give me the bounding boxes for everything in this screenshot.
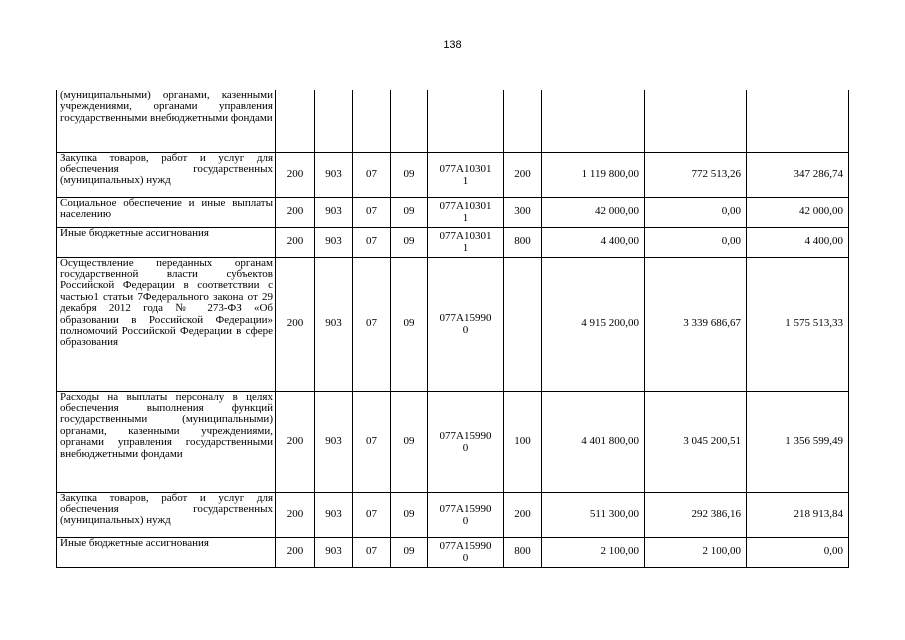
amount-executed: 0,00 <box>645 227 747 257</box>
code-line-2: 1 <box>462 242 469 254</box>
cell-col-5 <box>391 90 428 152</box>
expense-type-code: 300 <box>504 197 542 227</box>
amount-planned: 42 000,00 <box>542 197 645 227</box>
cell-col-2: 200 <box>276 537 315 567</box>
amount-planned: 511 300,00 <box>542 492 645 537</box>
amount-remaining: 4 400,00 <box>747 227 849 257</box>
code-line-1: 077A15990 <box>439 429 492 442</box>
code-line-1: 077A10301 <box>439 200 492 212</box>
amount-remaining: 218 913,84 <box>747 492 849 537</box>
table-row <box>57 152 849 197</box>
amount-remaining: 1 356 599,49 <box>747 391 849 492</box>
amount-planned: 4 400,00 <box>542 227 645 257</box>
cell-col-5: 09 <box>391 257 428 391</box>
cell-col-4: 07 <box>353 537 391 567</box>
row-description: Социальное обеспечение и иные выплаты населению <box>57 197 276 227</box>
code-line-2: 0 <box>462 441 469 454</box>
cell-col-5: 09 <box>391 152 428 197</box>
row-description: Иные бюджетные ассигнования <box>57 537 276 567</box>
expense-type-code: 800 <box>504 227 542 257</box>
cell-col-2: 200 <box>276 391 315 492</box>
row-description: (муниципальными) органами, казенными учреждениями, органами управления государственными внебюджетными фондами <box>57 90 276 152</box>
cell-col-4: 07 <box>353 492 391 537</box>
amount-remaining: 0,00 <box>747 537 849 567</box>
amount-executed: 292 386,16 <box>645 492 747 537</box>
table-row <box>57 492 849 537</box>
target-article-code <box>428 492 504 537</box>
cell-col-3 <box>315 90 353 152</box>
expense-type-code: 800 <box>504 537 542 567</box>
table-row <box>57 227 849 257</box>
table-row <box>57 257 849 391</box>
code-line-1: 077A15990 <box>439 312 492 324</box>
amount-executed: 3 045 200,51 <box>645 391 747 492</box>
row-description: Осуществление переданных органам государственной власти субъектов Российской Федерации в соответствии с частью1 статьи 7Федерального закона от 29 декабря 2012 года № 273-ФЗ «Об образовании в Российской Федерации» полномочий Российской Федерации в сфере образования <box>57 257 276 391</box>
cell-col-3: 903 <box>315 492 353 537</box>
cell-col-2: 200 <box>276 492 315 537</box>
cell-col-4 <box>353 90 391 152</box>
amount-planned: 1 119 800,00 <box>542 152 645 197</box>
target-article-code <box>428 257 504 391</box>
code-line-2: 1 <box>462 174 469 187</box>
amount-executed: 0,00 <box>645 197 747 227</box>
amount-remaining: 347 286,74 <box>747 152 849 197</box>
cell-col-3: 903 <box>315 152 353 197</box>
amount-planned <box>542 90 645 152</box>
code-line-2: 1 <box>462 212 469 224</box>
cell-col-4: 07 <box>353 197 391 227</box>
cell-col-3: 903 <box>315 257 353 391</box>
cell-col-5: 09 <box>391 197 428 227</box>
amount-executed: 3 339 686,67 <box>645 257 747 391</box>
cell-col-4: 07 <box>353 152 391 197</box>
target-article-code <box>428 391 504 492</box>
amount-remaining <box>747 90 849 152</box>
cell-col-2 <box>276 90 315 152</box>
expense-type-code <box>504 257 542 391</box>
amount-planned: 4 401 800,00 <box>542 391 645 492</box>
cell-col-4: 07 <box>353 391 391 492</box>
cell-col-3: 903 <box>315 537 353 567</box>
target-article-code <box>428 152 504 197</box>
expense-type-code: 100 <box>504 391 542 492</box>
target-article-code <box>428 537 504 567</box>
amount-executed: 772 513,26 <box>645 152 747 197</box>
code-line-2: 0 <box>462 324 469 336</box>
cell-col-5: 09 <box>391 227 428 257</box>
cell-col-3: 903 <box>315 197 353 227</box>
cell-col-5: 09 <box>391 537 428 567</box>
page-number: 138 <box>443 39 462 51</box>
row-description: Иные бюджетные ассигнования <box>57 227 276 257</box>
target-article-code <box>428 197 504 227</box>
code-line-1: 077A15990 <box>439 540 492 552</box>
cell-col-5: 09 <box>391 391 428 492</box>
cell-col-3: 903 <box>315 391 353 492</box>
cell-col-2: 200 <box>276 197 315 227</box>
expense-type-code: 200 <box>504 152 542 197</box>
target-article-code <box>428 227 504 257</box>
code-line-2: 0 <box>462 514 469 527</box>
cell-col-2: 200 <box>276 227 315 257</box>
code-line-1: 077A10301 <box>439 162 492 175</box>
expense-type-code: 200 <box>504 492 542 537</box>
cell-col-5: 09 <box>391 492 428 537</box>
cell-col-4: 07 <box>353 227 391 257</box>
row-description: Расходы на выплаты персоналу в целях обеспечения выполнения функций государственными (муниципальными) органами, казенными учреждениями, органами управления государственными внебюджетными фондами <box>57 391 276 492</box>
code-line-1: 077A10301 <box>439 230 492 242</box>
amount-executed: 2 100,00 <box>645 537 747 567</box>
table-row <box>57 391 849 492</box>
table-row <box>57 90 849 152</box>
cell-col-2: 200 <box>276 257 315 391</box>
amount-remaining: 42 000,00 <box>747 197 849 227</box>
amount-planned: 4 915 200,00 <box>542 257 645 391</box>
code-line-2: 0 <box>462 552 469 564</box>
cell-col-4: 07 <box>353 257 391 391</box>
table-row <box>57 537 849 567</box>
amount-planned: 2 100,00 <box>542 537 645 567</box>
target-article-code <box>428 90 504 152</box>
amount-remaining: 1 575 513,33 <box>747 257 849 391</box>
cell-col-3: 903 <box>315 227 353 257</box>
amount-executed <box>645 90 747 152</box>
row-description: Закупка товаров, работ и услуг для обеспечения государственных (муниципальных) нужд <box>57 492 276 537</box>
row-description: Закупка товаров, работ и услуг для обеспечения государственных (муниципальных) нужд <box>57 152 276 197</box>
table-row <box>57 197 849 227</box>
cell-col-2: 200 <box>276 152 315 197</box>
budget-table <box>56 90 849 568</box>
code-line-1: 077A15990 <box>439 502 492 515</box>
expense-type-code <box>504 90 542 152</box>
